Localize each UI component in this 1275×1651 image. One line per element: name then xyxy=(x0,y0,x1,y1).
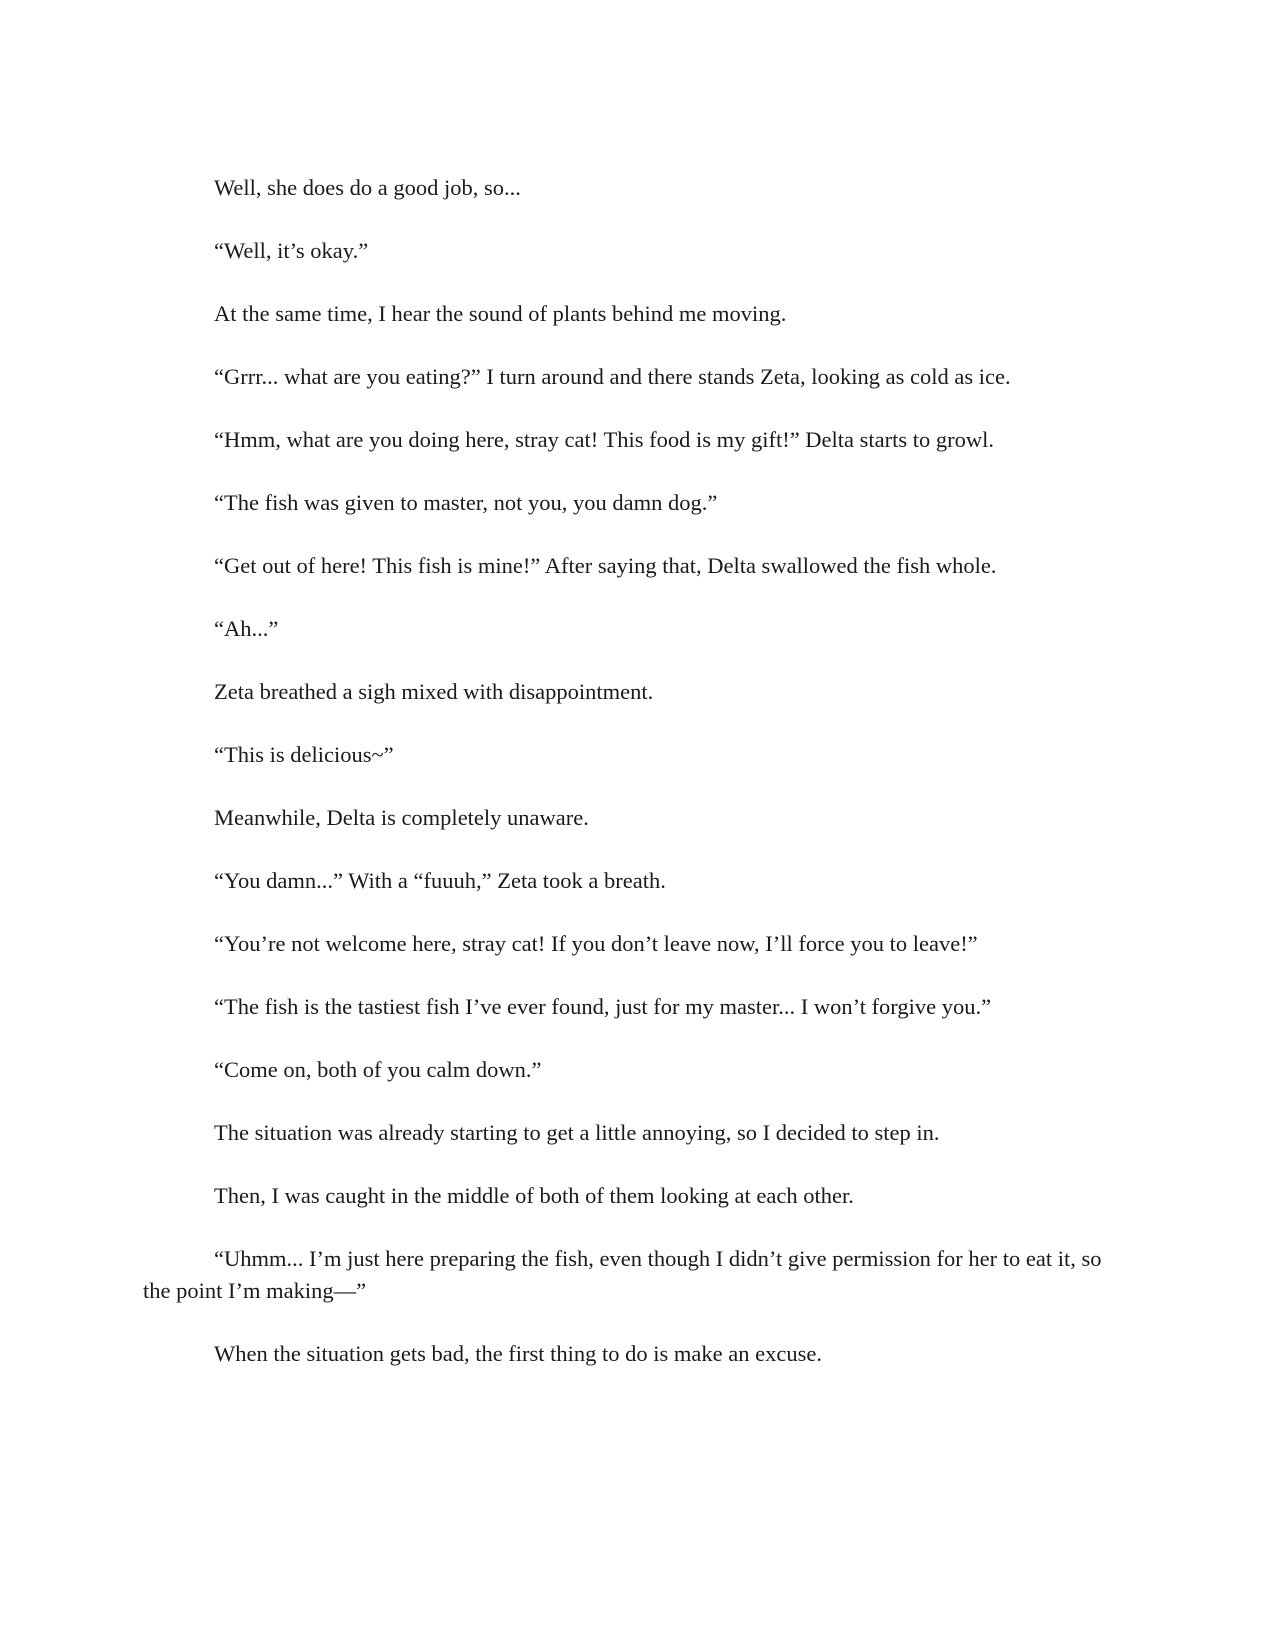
paragraph: “Hmm, what are you doing here, stray cat! This food is my gift!” Delta starts to growl. xyxy=(214,427,995,452)
paragraph: Zeta breathed a sigh mixed with disappointment. xyxy=(214,679,654,704)
paragraph: Meanwhile, Delta is completely unaware. xyxy=(214,805,589,830)
paragraph: The situation was already starting to get a little annoying, so I decided to step in. xyxy=(214,1120,940,1145)
paragraph: “Grrr... what are you eating?” I turn around and there stands Zeta, looking as cold as ice. xyxy=(214,364,1011,389)
paragraph: Well, she does do a good job, so... xyxy=(214,175,521,200)
body-text xyxy=(143,172,1133,1401)
paragraph: “This is delicious~” xyxy=(214,742,394,767)
paragraph: “The fish is the tastiest fish I’ve ever found, just for my master... I won’t forgive you.” xyxy=(214,994,992,1019)
paragraph: “Well, it’s okay.” xyxy=(214,238,369,263)
paragraph: “Ah...” xyxy=(214,616,279,641)
paragraph: “Come on, both of you calm down.” xyxy=(214,1057,542,1082)
paragraph: Then, I was caught in the middle of both of them looking at each other. xyxy=(214,1183,854,1208)
paragraph: “You’re not welcome here, stray cat! If you don’t leave now, I’ll force you to leave!” xyxy=(214,931,978,956)
paragraph: “Uhmm... I’m just here preparing the fish, even though I didn’t give permission for her to eat it, so the point I’m making—” xyxy=(143,1246,1102,1303)
paragraph: When the situation gets bad, the first thing to do is make an excuse. xyxy=(214,1341,822,1366)
paragraph: “Get out of here! This fish is mine!” After saying that, Delta swallowed the fish whole. xyxy=(214,553,997,578)
paragraph: “You damn...” With a “fuuuh,” Zeta took a breath. xyxy=(214,868,666,893)
paragraph: “The fish was given to master, not you, you damn dog.” xyxy=(214,490,718,515)
paragraph: At the same time, I hear the sound of plants behind me moving. xyxy=(214,301,787,326)
